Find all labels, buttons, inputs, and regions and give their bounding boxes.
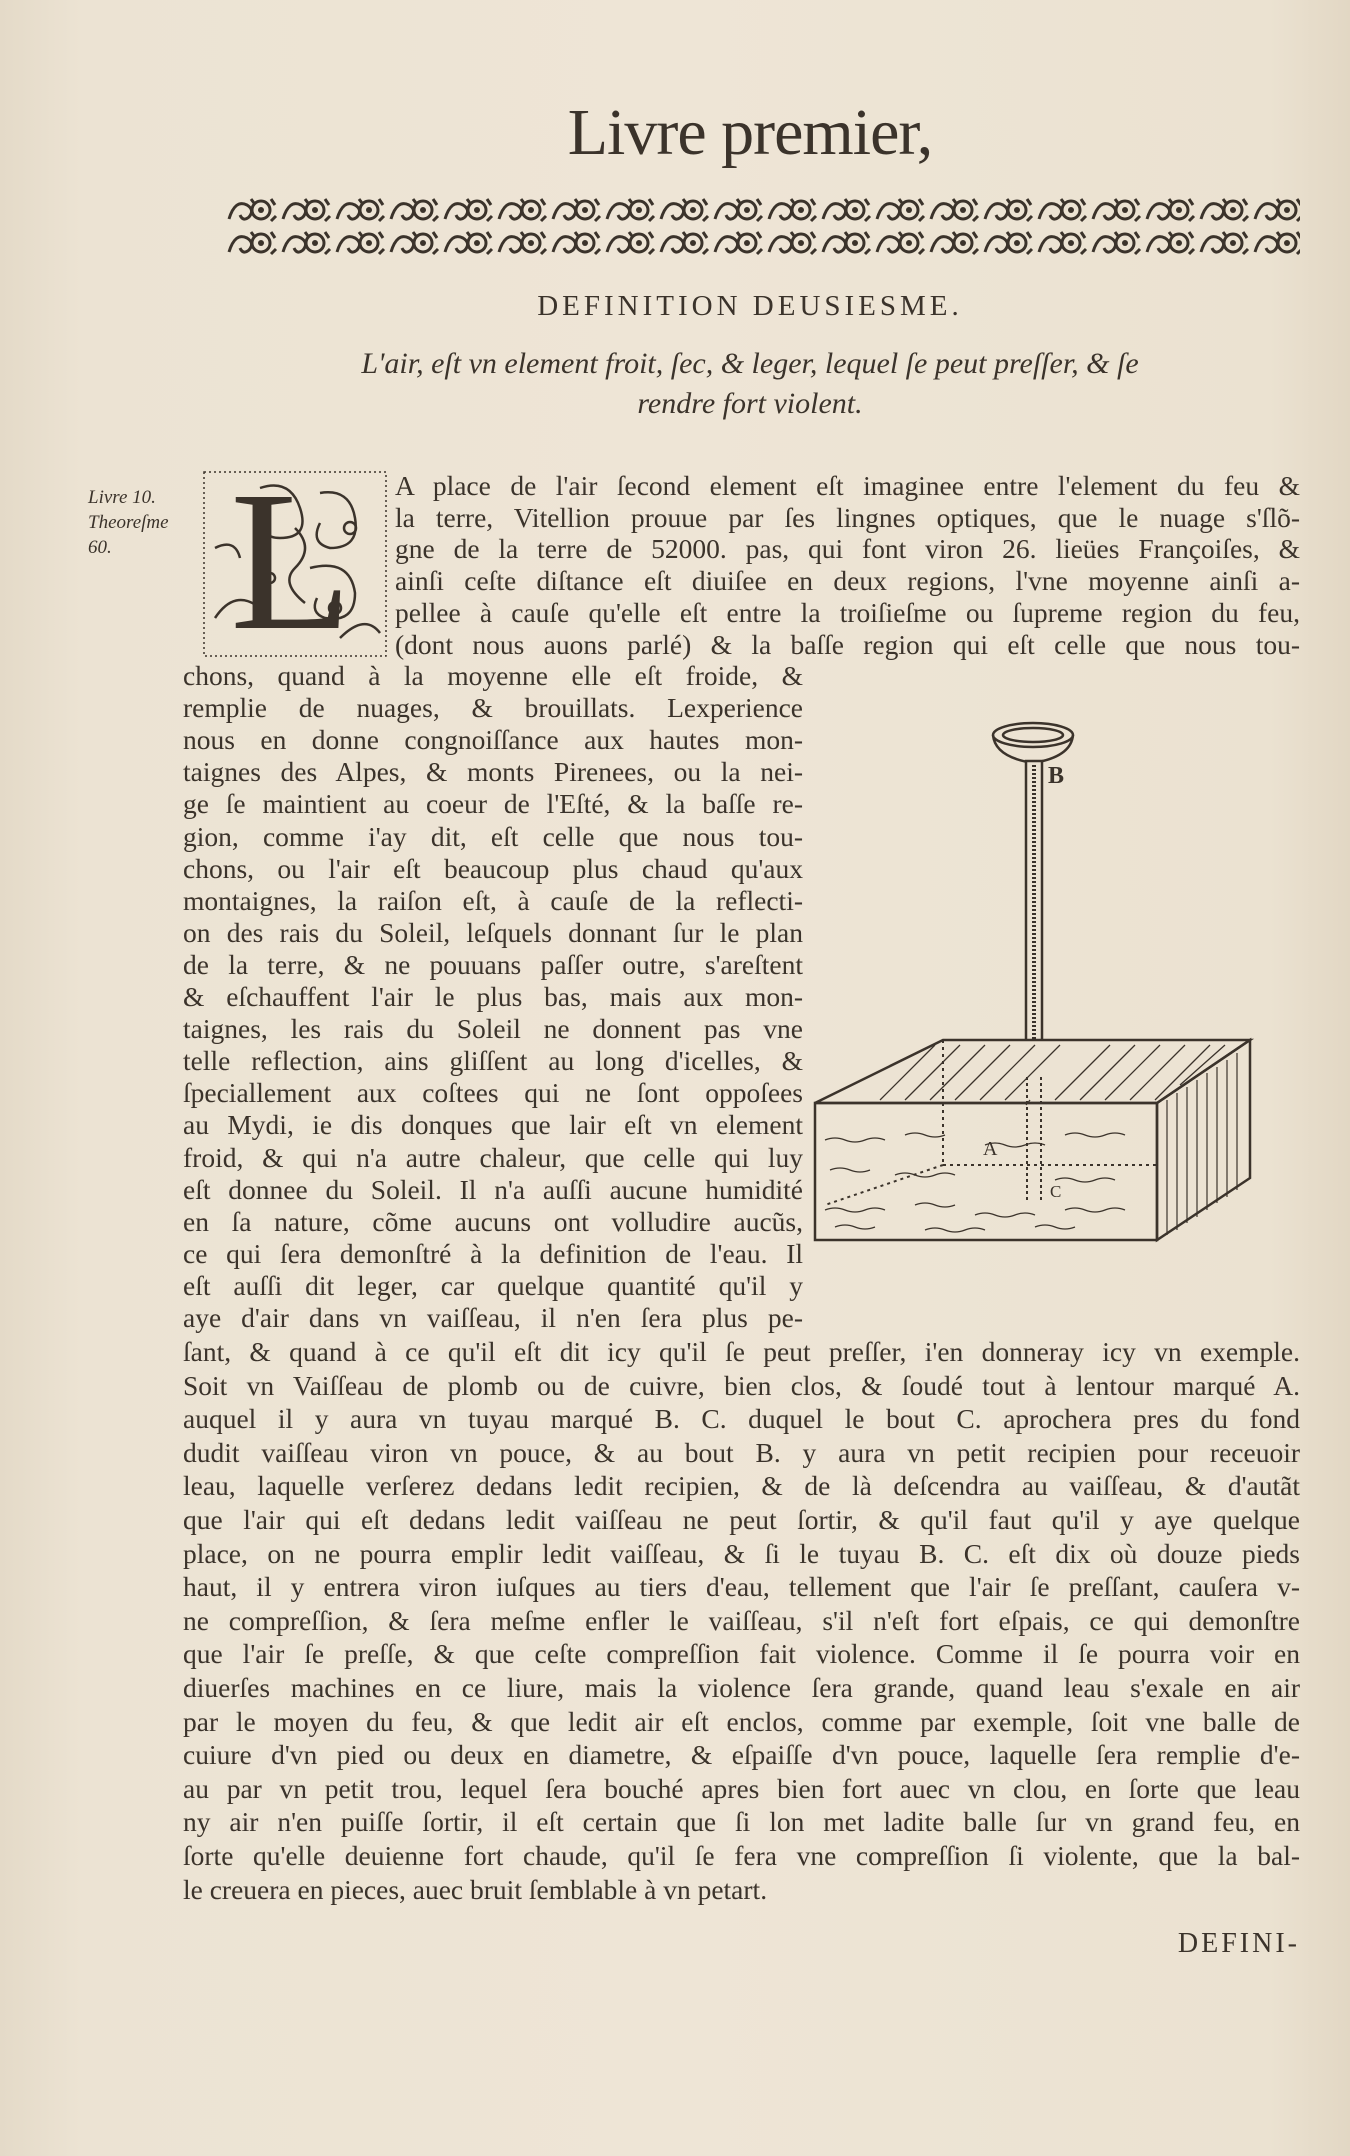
text-line: gne de la terre de 52000. pas, qui font viron 26. lieües Françoiſes, &: [395, 533, 1300, 565]
text-line: dudit vaiſſeau viron vn pouce, & au bout B. y aura vn petit recipien pour receuoir: [183, 1436, 1300, 1468]
page-title: Livre premier,: [567, 96, 933, 169]
text-line: Soit vn Vaiſſeau de plomb ou de cuivre, bien clos, & ſoudé tout à lentour marqué A.: [183, 1369, 1300, 1401]
drop-cap-letter: L: [230, 451, 353, 672]
text-line: la terre, Vitellion prouue par ſes lingnes optiques, que le nuage s'ſlõ-: [395, 501, 1300, 533]
text-line: on des rais du Soleil, leſquels donnant ſur le plan: [183, 916, 803, 948]
text-line: diuerſes machines en ce liure, mais la violence ſera grande, quand leau s'exale en air: [183, 1672, 1300, 1703]
definition-line: rendre fort violent.: [637, 387, 863, 420]
text-line: eſt donnee du Soleil. Il n'a auſſi aucune humidité: [183, 1173, 803, 1205]
text-line: pellee à cauſe qu'elle eſt entre la troiſieſme ou ſupreme region du feu,: [395, 596, 1300, 628]
text-line: ſpeciallement aux coſtees qui ne ſont oppoſees: [183, 1077, 803, 1109]
text-line: taignes des Alpes, & monts Pirenees, ou la nei-: [183, 756, 803, 788]
label-a: A: [983, 1138, 998, 1160]
margin-note: [88, 485, 198, 560]
text-line: ne compreſſion, & ſera meſme enfler le vaiſſeau, s'il n'eſt fort eſpais, ce qui demonſtre: [183, 1604, 1300, 1636]
text-line: telle reflection, ains gliſſent au long d'icelles, &: [183, 1045, 803, 1077]
text-line: taignes, les rais du Soleil ne donnent pas vne: [183, 1013, 803, 1045]
text-line: auquel il y aura vn tuyau marqué B. C. duquel le bout C. aprochera pres du fond: [183, 1403, 1300, 1435]
text-line: le creuera en pieces, auec bruit ſemblable à vn petart.: [183, 1873, 768, 1905]
text-line: que l'air qui eſt dedans ledit vaiſſeau ne peut ſortir, & qu'il faut qu'il y aye quelque: [183, 1504, 1300, 1535]
text-line: ny air n'en puiſſe ſortir, il eſt certain que ſi lon met ladite balle ſur vn grand feu, en: [183, 1806, 1300, 1838]
section-heading: DEFINITION DEUSIESME.: [537, 290, 963, 322]
text-line: au Mydi, ie dis donques que lair eſt vn element: [183, 1109, 803, 1141]
text-line: ſorte qu'elle deuienne fort chaude, qu'il ſe fera vne compreſſion ſi violente, que la bal-: [183, 1840, 1300, 1871]
text-line: froid, & qui n'a autre chaleur, que celle qui luy: [183, 1141, 803, 1173]
text-line: en ſa nature, cõme aucuns ont volludire aucũs,: [183, 1205, 803, 1237]
text-line: chons, quand à la moyenne elle eſt froide, &: [183, 660, 803, 691]
margin-note-line: 60.: [88, 537, 112, 558]
catchword: DEFINI-: [1177, 1928, 1300, 1959]
margin-note-line: Livre 10.: [88, 487, 156, 508]
text-line: ge ſe maintient au coeur de l'Eſté, & la baſſe re-: [183, 788, 803, 820]
text-line: montaignes, la raiſon eſt, à cauſe de la reflecti-: [183, 884, 803, 916]
text-line: leau, laquelle verſerez dedans ledit recipien, & de là deſcendra au vaiſſeau, & d'autãt: [183, 1470, 1300, 1502]
ornamental-border: [225, 193, 1300, 259]
text-line: place, on ne pourra emplir ledit vaiſſeau, & ſi le tuyau B. C. eſt dix où douze pieds: [183, 1537, 1300, 1569]
text-line: au par vn petit trou, lequel ſera bouché apres bien fort auec vn clou, en ſorte que leau: [183, 1772, 1300, 1804]
text-line: par le moyen du feu, & que ledit air eſt enclos, comme par exemple, ſoit vne balle de: [183, 1705, 1300, 1737]
label-c: C: [1050, 1182, 1062, 1201]
text-line: aye d'air dans vn vaiſſeau, il n'en ſera plus pe-: [183, 1302, 803, 1333]
text-line: A place de l'air ſecond element eſt imaginee entre l'element du feu &: [395, 470, 1300, 501]
margin-note-line: Theoreſme: [88, 512, 169, 533]
vessel-illustration: [805, 715, 1255, 1245]
text-line: (dont nous auons parlé) & la baſſe region qui eſt celle que nous tou-: [395, 628, 1300, 660]
text-line: que l'air ſe preſſe, & que ceſte compreſſion fait violence. Comme il ſe pourra voir en: [183, 1638, 1300, 1670]
text-line: ainſi ceſte diſtance eſt diuiſee en deux regions, l'vne moyenne ainſi a-: [395, 565, 1300, 597]
label-b: B: [1048, 763, 1065, 789]
text-line: ce qui ſera demonſtré à la definition de l'eau. Il: [183, 1237, 803, 1269]
text-line: cuiure d'vn pied ou deux en diametre, & eſpaiſſe d'vn pouce, laquelle ſera remplie d'e-: [183, 1739, 1300, 1771]
text-line: gion, comme i'ay dit, eſt celle que nous tou-: [183, 820, 803, 852]
text-line: haut, il y entrera viron iuſques au tiers d'eau, tellement que l'air ſe preſſant, cauſera v-: [183, 1571, 1300, 1603]
text-line: ſant, & quand à ce qu'il eſt dit icy qu'il ſe peut preſſer, i'en donneray icy vn exemple.: [183, 1336, 1300, 1367]
definition-line: L'air, eſt vn element froit, ſec, & leger, lequel ſe peut preſſer, & ſe: [361, 347, 1139, 380]
text-line: & eſchauffent l'air le plus bas, mais aux mon-: [183, 981, 803, 1012]
text-line: nous en donne congnoiſſance aux hautes mon-: [183, 724, 803, 756]
decorated-initial: [200, 451, 390, 672]
text-line: de la terre, & ne pouuans paſſer outre, s'areſtent: [183, 948, 803, 980]
text-line: remplie de nuages, & brouillats. Lexperience: [183, 692, 803, 724]
text-line: eſt auſſi dit leger, car quelque quantité qu'il y: [183, 1269, 803, 1301]
text-line: chons, ou l'air eſt beaucoup plus chaud qu'aux: [183, 852, 803, 884]
